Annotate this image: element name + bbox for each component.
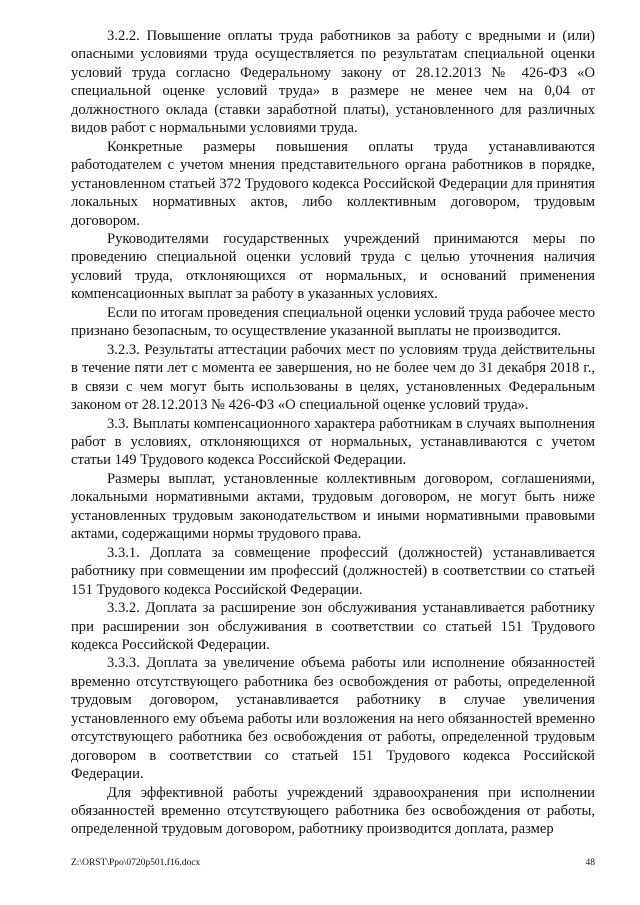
page-number: 48 bbox=[585, 858, 595, 868]
document-body bbox=[71, 27, 595, 839]
file-path: Z:\ORST\Ppo\0720p501.f16.docx bbox=[71, 858, 201, 868]
paragraph-healthcare-efficiency: Для эффективной работы учреждений здравоохранения при исполнении обязанностей временно отсутствующего работника без освобождения от работы, определенной трудовым договором, работнику производится доплата, размер bbox=[71, 784, 595, 838]
paragraph-3-3-2: 3.3.2. Доплата за расширение зон обслуживания устанавливается работнику при расширении зон обслуживания в соответствии со статьей 151 Трудового кодекса Российской Федерации. bbox=[71, 600, 595, 653]
paragraph-heads-measures: Руководителями государственных учреждений принимаются меры по проведению специальной оценки условий труда с целью уточнения наличия условий труда, отклоняющихся от нормальных, и оснований применения компенсационных выплат за работу в указанных условиях. bbox=[71, 230, 595, 303]
paragraph-3-3-1: 3.3.1. Доплата за совмещение профессий (должностей) устанавливается работнику при совмещении им профессий (должностей) в соответствии со статьей 151 Трудового кодекса Российской Федерации. bbox=[71, 544, 595, 598]
paragraph-3-3: 3.3. Выплаты компенсационного характера работникам в случаях выполнения работ в условиях, отклоняющихся от нормальных, устанавливаются с учетом статьи 149 Трудового кодекса Российской Федерации. bbox=[71, 415, 595, 469]
paragraph-3-3-3: 3.3.3. Доплата за увеличение объема работы или исполнение обязанностей временно отсутствующего работника без освобождения от работы, определенной трудовым договором, устанавливается работнику в случае увеличения установленного ему объема работы или возложения на него обязанностей временно отсутствующего работника без освобождения от работы, определенной трудовым договором в соответствии со статьей 151 Трудового кодекса Российской Федерации. bbox=[71, 655, 595, 783]
paragraph-specific-increase: Конкретные размеры повышения оплаты труда устанавливаются работодателем с учетом мнения представительного органа работников в порядке, установленном статьей 372 Трудового кодекса Российской Федерации для принятия локальных нормативных актов, либо коллективным договором, трудовым договором. bbox=[71, 138, 595, 229]
paragraph-safe-workplace: Если по итогам проведения специальной оценки условий труда рабочее место признано безопасным, то осуществление указанной выплаты не производится. bbox=[71, 304, 595, 340]
paragraph-3-2-3: 3.2.3. Результаты аттестации рабочих мест по условиям труда действительны в течение пяти лет с момента ее завершения, но не более чем до 31 декабря 2018 г., в связи с чем могут быть использованы в целях, установленных Федеральным законом от 28.12.2013 № 426-ФЗ «О специальной оценке условий труда». bbox=[71, 341, 595, 414]
paragraph-payment-sizes: Размеры выплат, установленные коллективным договором, соглашениями, локальными нормативными актами, трудовым договором, не могут быть ниже установленных трудовым законодательством и иными нормативными правовыми актами, содержащими нормы трудового права. bbox=[71, 470, 595, 543]
paragraph-3-2-2: 3.2.2. Повышение оплаты труда работников за работу с вредными и (или) опасными условиями труда осуществляется по результатам специальной оценки условий труда согласно Федеральному закону от 28.12.2013 № 426-ФЗ «О специальной оценке условий труда» в размере не менее чем на 0,04 от должностного оклада (ставки заработной платы), установленного для различных видов работ с нормальными условиями труда. bbox=[71, 28, 595, 137]
